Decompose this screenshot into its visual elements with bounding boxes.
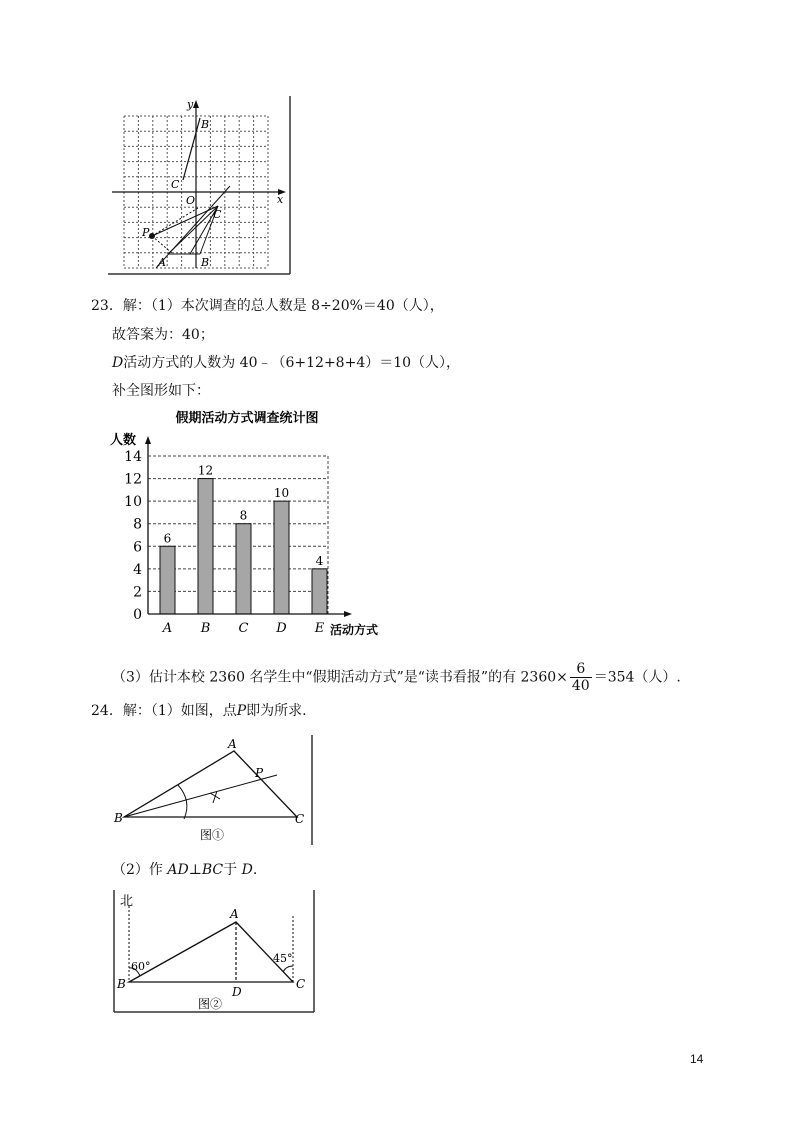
label-p: P [142,226,150,239]
chart-y-tick: 6 [133,539,142,556]
fig1-label-p: P [255,766,264,780]
label-x: x [277,193,284,206]
q23-var-d: D [112,355,124,371]
chart-y-tick: 10 [124,494,142,511]
label-a: A [158,256,166,269]
coordinate-grid-figure [108,96,293,278]
chart-bar [274,501,289,614]
q24-line-1-pre: 24．解：（1）如图，点 [91,703,237,719]
fig2-angle-60: 60° [131,960,151,973]
fig1-label-a: A [228,737,237,751]
fig1-label-c: C [295,812,305,826]
q24-var-d: D [241,862,253,878]
chart-y-tick: 12 [124,471,142,488]
q23-line-2: 故答案为：40； [112,327,214,343]
chart-data-label: 4 [315,553,324,568]
fig2-label-north: 北 [120,894,134,909]
chart-data-label: 8 [239,508,248,523]
fraction-numerator: 6 [570,661,592,678]
chart-bar [198,479,213,614]
label-c-right: C [213,208,222,221]
chart-y-tick: 14 [124,449,142,465]
fig2-label-b: B [117,977,126,991]
chart-ylabel: 人数 [110,433,137,448]
chart-category-label: E [314,621,325,636]
fig2-label-d: D [232,985,242,999]
q24-line-2-mid: 于 [223,862,238,878]
chart-xlabel: 活动方式 [330,623,379,637]
chart-data-label: 6 [163,531,172,546]
chart-bar [312,569,327,614]
q24-line-2-pre: （2）作 [112,862,163,878]
q23-line-3 [112,353,460,373]
q24-line-2-post: . [252,862,258,878]
triangle-figure-1 [112,733,317,848]
chart-bar [236,524,251,614]
triangle-figure-2 [112,888,317,1016]
q23-line-5 [112,661,681,694]
q23-line-4: 补全图形如下： [112,383,210,399]
fig1-label-b: B [114,811,123,825]
label-b-top: B [201,118,210,131]
q23-line-5-post: ＝354（人）. [593,669,681,686]
chart-bar [160,546,175,614]
chart-category-label: D [276,621,287,636]
q24-line-1-post: 即为所求. [246,703,307,719]
fig2-angle-45: 45° [273,952,293,965]
q24-line-2 [112,860,257,880]
chart-category-label: B [200,621,211,636]
chart-y-tick: 0 [133,607,142,623]
fig2-label-a: A [230,907,239,921]
bar-chart [100,402,400,642]
q23-line-3-rest: 活动方式的人数为 40﹣（6+12+8+4）＝10（人）， [123,355,461,371]
fraction-denominator: 40 [571,678,590,694]
fig1-caption: 图① [199,828,225,842]
chart-data-label: 10 [273,486,290,501]
q23-line-1: 23．解：（1）本次调查的总人数是 8÷20%＝40（人）， [91,298,444,314]
label-y: y [187,98,194,111]
q24-line-1 [91,701,307,721]
fig2-caption: 图② [197,997,223,1011]
chart-y-tick: 4 [133,561,142,578]
label-c-left: C [171,178,180,191]
chart-data-label: 12 [197,463,214,478]
q23-line-5-pre: （3）估计本校 2360 名学生中“假期活动方式”是“读书看报”的有 2360× [112,669,568,686]
chart-y-tick: 8 [133,516,142,533]
label-b-bottom: B [201,256,210,269]
q24-var-p: P [236,703,247,719]
label-origin: O [186,194,196,207]
page-number: 14 [690,1052,704,1066]
chart-title: 假期活动方式调查统计图 [175,411,319,426]
chart-y-tick: 2 [133,584,142,601]
fig2-label-c: C [296,977,306,991]
chart-category-label: C [238,621,249,636]
chart-category-label: A [162,621,173,636]
fraction-6-40 [570,661,592,694]
q24-math-ad-perp-bc: AD⊥BC [167,862,224,878]
